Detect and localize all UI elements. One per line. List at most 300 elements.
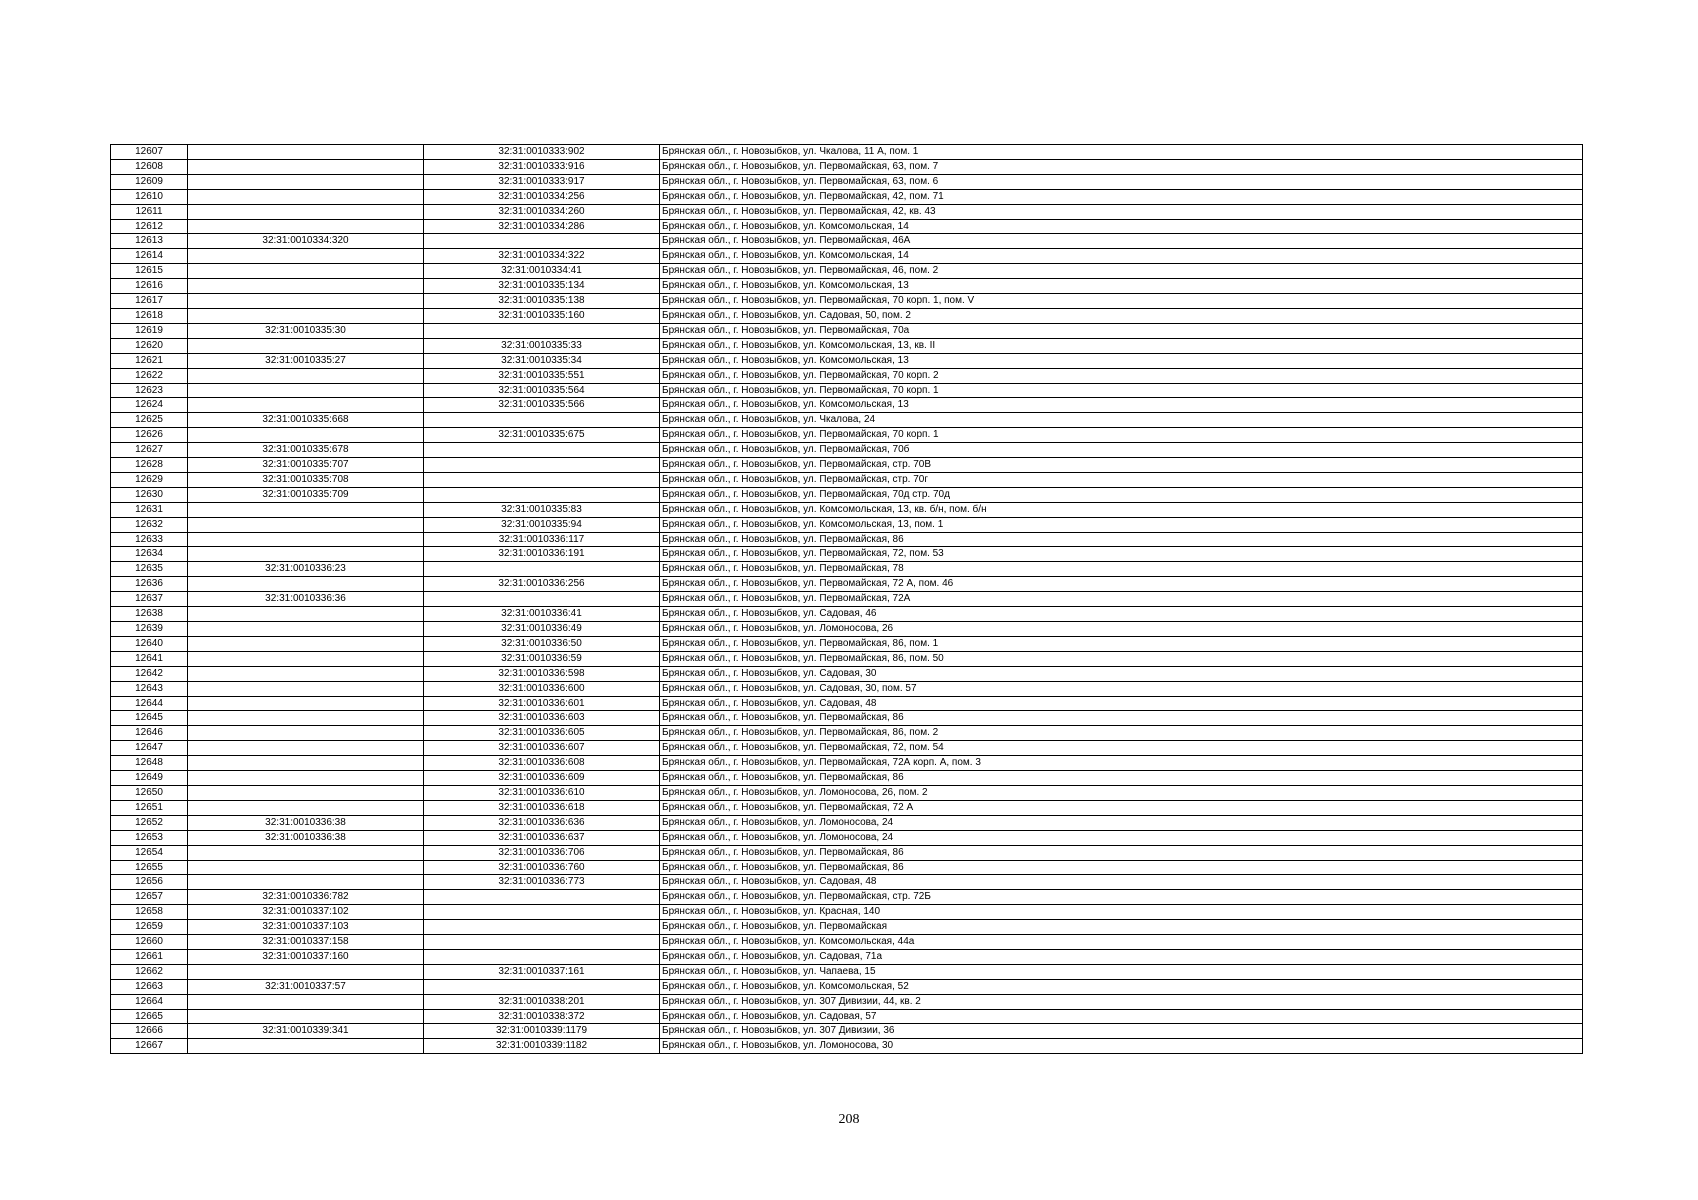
cadastral-number-cell <box>424 935 660 950</box>
parent-cadastral-number-cell <box>188 785 424 800</box>
row-number-cell: 12633 <box>111 532 188 547</box>
address-cell: Брянская обл., г. Новозыбков, ул. Первомайская, 72, пом. 53 <box>660 547 1583 562</box>
address-cell: Брянская обл., г. Новозыбков, ул. Первомайская, 70 корп. 2 <box>660 368 1583 383</box>
cadastral-number-cell: 32:31:0010334:41 <box>424 264 660 279</box>
cadastral-number-cell: 32:31:0010338:201 <box>424 994 660 1009</box>
row-number-cell: 12624 <box>111 398 188 413</box>
table-row <box>111 845 1583 860</box>
table-row <box>111 264 1583 279</box>
cadastral-number-cell: 32:31:0010336:607 <box>424 741 660 756</box>
parent-cadastral-number-cell <box>188 845 424 860</box>
row-number-cell: 12631 <box>111 502 188 517</box>
cadastral-number-cell: 32:31:0010336:117 <box>424 532 660 547</box>
parent-cadastral-number-cell <box>188 1009 424 1024</box>
parent-cadastral-number-cell: 32:31:0010335:709 <box>188 487 424 502</box>
cadastral-number-cell <box>424 443 660 458</box>
address-cell: Брянская обл., г. Новозыбков, ул. Садовая, 46 <box>660 607 1583 622</box>
address-cell: Брянская обл., г. Новозыбков, ул. Первомайская, 86 <box>660 845 1583 860</box>
row-number-cell: 12622 <box>111 368 188 383</box>
cadastral-number-cell: 32:31:0010336:605 <box>424 726 660 741</box>
cadastral-number-cell: 32:31:0010339:1182 <box>424 1039 660 1054</box>
cadastral-number-cell: 32:31:0010334:260 <box>424 204 660 219</box>
row-number-cell: 12654 <box>111 845 188 860</box>
address-cell: Брянская обл., г. Новозыбков, ул. Первомайская, 63, пом. 6 <box>660 174 1583 189</box>
address-cell: Брянская обл., г. Новозыбков, ул. Ломоносова, 24 <box>660 815 1583 830</box>
address-cell: Брянская обл., г. Новозыбков, ул. Первомайская, 86, пом. 2 <box>660 726 1583 741</box>
parent-cadastral-number-cell: 32:31:0010337:57 <box>188 979 424 994</box>
cadastral-number-cell: 32:31:0010334:322 <box>424 249 660 264</box>
parent-cadastral-number-cell: 32:31:0010337:158 <box>188 935 424 950</box>
row-number-cell: 12625 <box>111 413 188 428</box>
table-row <box>111 234 1583 249</box>
row-number-cell: 12628 <box>111 458 188 473</box>
address-cell: Брянская обл., г. Новозыбков, ул. Первомайская, 86 <box>660 711 1583 726</box>
row-number-cell: 12641 <box>111 651 188 666</box>
cadastral-number-cell: 32:31:0010339:1179 <box>424 1024 660 1039</box>
row-number-cell: 12632 <box>111 517 188 532</box>
address-cell: Брянская обл., г. Новозыбков, ул. Первомайская, 72 А, пом. 46 <box>660 577 1583 592</box>
parent-cadastral-number-cell <box>188 502 424 517</box>
cadastral-number-cell: 32:31:0010333:902 <box>424 145 660 160</box>
row-number-cell: 12627 <box>111 443 188 458</box>
parent-cadastral-number-cell <box>188 651 424 666</box>
address-cell: Брянская обл., г. Новозыбков, ул. Комсомольская, 14 <box>660 249 1583 264</box>
address-cell: Брянская обл., г. Новозыбков, ул. Садовая, 71а <box>660 949 1583 964</box>
parent-cadastral-number-cell <box>188 771 424 786</box>
address-cell: Брянская обл., г. Новозыбков, ул. Первомайская, 72А <box>660 592 1583 607</box>
row-number-cell: 12643 <box>111 681 188 696</box>
parent-cadastral-number-cell: 32:31:0010335:708 <box>188 472 424 487</box>
parent-cadastral-number-cell: 32:31:0010335:30 <box>188 323 424 338</box>
table-row <box>111 368 1583 383</box>
cadastral-number-cell: 32:31:0010336:49 <box>424 622 660 637</box>
parent-cadastral-number-cell: 32:31:0010336:38 <box>188 815 424 830</box>
address-cell: Брянская обл., г. Новозыбков, ул. Красная, 140 <box>660 905 1583 920</box>
row-number-cell: 12665 <box>111 1009 188 1024</box>
cadastral-number-cell: 32:31:0010336:637 <box>424 830 660 845</box>
table-row <box>111 308 1583 323</box>
parent-cadastral-number-cell <box>188 398 424 413</box>
parent-cadastral-number-cell <box>188 219 424 234</box>
row-number-cell: 12644 <box>111 696 188 711</box>
row-number-cell: 12637 <box>111 592 188 607</box>
parent-cadastral-number-cell <box>188 189 424 204</box>
row-number-cell: 12635 <box>111 562 188 577</box>
table-row <box>111 711 1583 726</box>
address-cell: Брянская обл., г. Новозыбков, ул. Комсомольская, 14 <box>660 219 1583 234</box>
table-row <box>111 726 1583 741</box>
table-row <box>111 338 1583 353</box>
cadastral-number-cell: 32:31:0010335:564 <box>424 383 660 398</box>
address-cell: Брянская обл., г. Новозыбков, ул. Первомайская, 86 <box>660 860 1583 875</box>
parent-cadastral-number-cell <box>188 756 424 771</box>
address-cell: Брянская обл., г. Новозыбков, ул. Первомайская, 86 <box>660 771 1583 786</box>
parent-cadastral-number-cell <box>188 696 424 711</box>
cadastral-number-cell <box>424 979 660 994</box>
table-row <box>111 532 1583 547</box>
row-number-cell: 12623 <box>111 383 188 398</box>
table-row <box>111 577 1583 592</box>
address-cell: Брянская обл., г. Новозыбков, ул. Первомайская, 46А <box>660 234 1583 249</box>
address-cell: Брянская обл., г. Новозыбков, ул. Садовая, 30 <box>660 666 1583 681</box>
parent-cadastral-number-cell <box>188 383 424 398</box>
row-number-cell: 12658 <box>111 905 188 920</box>
parent-cadastral-number-cell <box>188 264 424 279</box>
parent-cadastral-number-cell <box>188 1039 424 1054</box>
table-row <box>111 398 1583 413</box>
row-number-cell: 12610 <box>111 189 188 204</box>
cadastral-number-cell: 32:31:0010336:636 <box>424 815 660 830</box>
address-cell: Брянская обл., г. Новозыбков, ул. Первомайская, 86, пом. 1 <box>660 636 1583 651</box>
address-cell: Брянская обл., г. Новозыбков, ул. Садовая, 48 <box>660 696 1583 711</box>
address-cell: Брянская обл., г. Новозыбков, ул. Ломоносова, 26, пом. 2 <box>660 785 1583 800</box>
parent-cadastral-number-cell <box>188 622 424 637</box>
address-cell: Брянская обл., г. Новозыбков, ул. Ломоносова, 26 <box>660 622 1583 637</box>
table-row <box>111 815 1583 830</box>
address-cell: Брянская обл., г. Новозыбков, ул. Первомайская, 86, пом. 50 <box>660 651 1583 666</box>
table-row <box>111 785 1583 800</box>
parent-cadastral-number-cell <box>188 279 424 294</box>
parent-cadastral-number-cell <box>188 174 424 189</box>
parent-cadastral-number-cell <box>188 994 424 1009</box>
address-cell: Брянская обл., г. Новозыбков, ул. Комсомольская, 13, кв. б/н, пом. б/н <box>660 502 1583 517</box>
table-row <box>111 323 1583 338</box>
row-number-cell: 12655 <box>111 860 188 875</box>
row-number-cell: 12634 <box>111 547 188 562</box>
cadastral-number-cell: 32:31:0010336:600 <box>424 681 660 696</box>
address-cell: Брянская обл., г. Новозыбков, ул. Первомайская, 42, пом. 71 <box>660 189 1583 204</box>
row-number-cell: 12621 <box>111 353 188 368</box>
parent-cadastral-number-cell: 32:31:0010335:668 <box>188 413 424 428</box>
parent-cadastral-number-cell <box>188 875 424 890</box>
address-cell: Брянская обл., г. Новозыбков, ул. 307 Дивизии, 44, кв. 2 <box>660 994 1583 1009</box>
cadastral-number-cell: 32:31:0010335:34 <box>424 353 660 368</box>
parent-cadastral-number-cell <box>188 636 424 651</box>
address-cell: Брянская обл., г. Новозыбков, ул. Чкалова, 24 <box>660 413 1583 428</box>
row-number-cell: 12611 <box>111 204 188 219</box>
table-row <box>111 204 1583 219</box>
row-number-cell: 12651 <box>111 800 188 815</box>
row-number-cell: 12656 <box>111 875 188 890</box>
table-row <box>111 428 1583 443</box>
cadastral-number-cell: 32:31:0010336:598 <box>424 666 660 681</box>
table-row <box>111 681 1583 696</box>
parent-cadastral-number-cell: 32:31:0010339:341 <box>188 1024 424 1039</box>
row-number-cell: 12659 <box>111 920 188 935</box>
table-row <box>111 487 1583 502</box>
row-number-cell: 12630 <box>111 487 188 502</box>
cadastral-number-cell <box>424 487 660 502</box>
cadastral-number-cell: 32:31:0010335:675 <box>424 428 660 443</box>
cadastral-number-cell <box>424 234 660 249</box>
address-cell: Брянская обл., г. Новозыбков, ул. Комсомольская, 52 <box>660 979 1583 994</box>
row-number-cell: 12638 <box>111 607 188 622</box>
table-row <box>111 994 1583 1009</box>
cadastral-number-cell: 32:31:0010333:916 <box>424 159 660 174</box>
cadastral-number-cell <box>424 905 660 920</box>
table-row <box>111 1009 1583 1024</box>
parent-cadastral-number-cell: 32:31:0010336:23 <box>188 562 424 577</box>
table-row <box>111 935 1583 950</box>
table-row <box>111 159 1583 174</box>
row-number-cell: 12619 <box>111 323 188 338</box>
table-row <box>111 607 1583 622</box>
table-row <box>111 1024 1583 1039</box>
table-row <box>111 651 1583 666</box>
address-cell: Брянская обл., г. Новозыбков, ул. Чкалова, 11 А, пом. 1 <box>660 145 1583 160</box>
parent-cadastral-number-cell: 32:31:0010335:678 <box>188 443 424 458</box>
cadastral-number-cell: 32:31:0010338:372 <box>424 1009 660 1024</box>
address-cell: Брянская обл., г. Новозыбков, ул. Первомайская, 72А корп. А, пом. 3 <box>660 756 1583 771</box>
table-row <box>111 189 1583 204</box>
address-cell: Брянская обл., г. Новозыбков, ул. Первомайская, 70 корп. 1, пом. V <box>660 294 1583 309</box>
cadastral-number-cell <box>424 920 660 935</box>
cadastral-number-cell <box>424 323 660 338</box>
address-cell: Брянская обл., г. Новозыбков, ул. Ломоносова, 30 <box>660 1039 1583 1054</box>
row-number-cell: 12663 <box>111 979 188 994</box>
address-cell: Брянская обл., г. Новозыбков, ул. Первомайская, 46, пом. 2 <box>660 264 1583 279</box>
row-number-cell: 12608 <box>111 159 188 174</box>
table-row <box>111 353 1583 368</box>
row-number-cell: 12649 <box>111 771 188 786</box>
cadastral-number-cell: 32:31:0010335:138 <box>424 294 660 309</box>
address-cell: Брянская обл., г. Новозыбков, ул. Садовая, 50, пом. 2 <box>660 308 1583 323</box>
row-number-cell: 12648 <box>111 756 188 771</box>
cadastral-number-cell: 32:31:0010336:618 <box>424 800 660 815</box>
row-number-cell: 12660 <box>111 935 188 950</box>
address-cell: Брянская обл., г. Новозыбков, ул. 307 Дивизии, 36 <box>660 1024 1583 1039</box>
address-cell: Брянская обл., г. Новозыбков, ул. Первомайская, 70д стр. 70д <box>660 487 1583 502</box>
parent-cadastral-number-cell <box>188 681 424 696</box>
cadastral-number-cell <box>424 472 660 487</box>
parent-cadastral-number-cell <box>188 368 424 383</box>
cadastral-number-cell: 32:31:0010336:601 <box>424 696 660 711</box>
row-number-cell: 12650 <box>111 785 188 800</box>
row-number-cell: 12607 <box>111 145 188 160</box>
address-cell: Брянская обл., г. Новозыбков, ул. Первомайская, стр. 72Б <box>660 890 1583 905</box>
row-number-cell: 12666 <box>111 1024 188 1039</box>
cadastral-number-cell <box>424 890 660 905</box>
parent-cadastral-number-cell: 32:31:0010335:27 <box>188 353 424 368</box>
parent-cadastral-number-cell <box>188 517 424 532</box>
row-number-cell: 12618 <box>111 308 188 323</box>
address-cell: Брянская обл., г. Новозыбков, ул. Комсомольская, 13 <box>660 398 1583 413</box>
cadastral-number-cell: 32:31:0010336:609 <box>424 771 660 786</box>
row-number-cell: 12647 <box>111 741 188 756</box>
parent-cadastral-number-cell <box>188 711 424 726</box>
parent-cadastral-number-cell: 32:31:0010337:102 <box>188 905 424 920</box>
cadastral-number-cell <box>424 949 660 964</box>
cadastral-number-cell: 32:31:0010335:33 <box>424 338 660 353</box>
table-row <box>111 413 1583 428</box>
parent-cadastral-number-cell <box>188 726 424 741</box>
cadastral-number-cell: 32:31:0010336:610 <box>424 785 660 800</box>
parent-cadastral-number-cell <box>188 308 424 323</box>
address-cell: Брянская обл., г. Новозыбков, ул. Комсомольская, 13, пом. 1 <box>660 517 1583 532</box>
cadastral-number-cell: 32:31:0010333:917 <box>424 174 660 189</box>
cadastral-number-cell: 32:31:0010336:191 <box>424 547 660 562</box>
cadastral-number-cell: 32:31:0010335:134 <box>424 279 660 294</box>
cadastral-number-cell: 32:31:0010335:94 <box>424 517 660 532</box>
address-cell: Брянская обл., г. Новозыбков, ул. Первомайская, 72, пом. 54 <box>660 741 1583 756</box>
address-cell: Брянская обл., г. Новозыбков, ул. Первомайская, стр. 70г <box>660 472 1583 487</box>
table-row <box>111 458 1583 473</box>
address-cell: Брянская обл., г. Новозыбков, ул. Комсомольская, 44а <box>660 935 1583 950</box>
address-cell: Брянская обл., г. Новозыбков, ул. Первомайская, 42, кв. 43 <box>660 204 1583 219</box>
parent-cadastral-number-cell <box>188 547 424 562</box>
address-cell: Брянская обл., г. Новозыбков, ул. Комсомольская, 13 <box>660 279 1583 294</box>
table-row <box>111 383 1583 398</box>
table-row <box>111 696 1583 711</box>
parent-cadastral-number-cell: 32:31:0010335:707 <box>188 458 424 473</box>
cadastral-number-cell: 32:31:0010336:603 <box>424 711 660 726</box>
cadastral-number-cell: 32:31:0010335:551 <box>424 368 660 383</box>
cadastral-number-cell: 32:31:0010335:83 <box>424 502 660 517</box>
parent-cadastral-number-cell <box>188 145 424 160</box>
row-number-cell: 12662 <box>111 964 188 979</box>
row-number-cell: 12620 <box>111 338 188 353</box>
row-number-cell: 12639 <box>111 622 188 637</box>
row-number-cell: 12657 <box>111 890 188 905</box>
address-cell: Брянская обл., г. Новозыбков, ул. Первомайская, 63, пом. 7 <box>660 159 1583 174</box>
row-number-cell: 12613 <box>111 234 188 249</box>
table-row <box>111 920 1583 935</box>
address-cell: Брянская обл., г. Новозыбков, ул. Комсомольская, 13 <box>660 353 1583 368</box>
row-number-cell: 12629 <box>111 472 188 487</box>
table-row <box>111 666 1583 681</box>
table-row <box>111 517 1583 532</box>
table-row <box>111 562 1583 577</box>
parent-cadastral-number-cell <box>188 532 424 547</box>
parent-cadastral-number-cell <box>188 800 424 815</box>
table-row <box>111 472 1583 487</box>
table-row <box>111 636 1583 651</box>
table-row <box>111 443 1583 458</box>
row-number-cell: 12642 <box>111 666 188 681</box>
table-row <box>111 756 1583 771</box>
cadastral-number-cell: 32:31:0010336:706 <box>424 845 660 860</box>
row-number-cell: 12615 <box>111 264 188 279</box>
parent-cadastral-number-cell: 32:31:0010337:103 <box>188 920 424 935</box>
row-number-cell: 12636 <box>111 577 188 592</box>
parent-cadastral-number-cell <box>188 338 424 353</box>
page-number: 208 <box>838 1112 860 1127</box>
address-cell: Брянская обл., г. Новозыбков, ул. Первомайская, 70 корп. 1 <box>660 428 1583 443</box>
cadastral-number-cell: 32:31:0010336:59 <box>424 651 660 666</box>
address-cell: Брянская обл., г. Новозыбков, ул. Первомайская, стр. 70В <box>660 458 1583 473</box>
cadastral-number-cell: 32:31:0010336:608 <box>424 756 660 771</box>
table-row <box>111 249 1583 264</box>
table-row <box>111 979 1583 994</box>
address-cell: Брянская обл., г. Новозыбков, ул. Первомайская, 72 А <box>660 800 1583 815</box>
row-number-cell: 12614 <box>111 249 188 264</box>
table-row <box>111 622 1583 637</box>
cadastral-number-cell: 32:31:0010334:286 <box>424 219 660 234</box>
registry-table-body <box>111 145 1583 1054</box>
table-row <box>111 547 1583 562</box>
address-cell: Брянская обл., г. Новозыбков, ул. Садовая, 57 <box>660 1009 1583 1024</box>
address-cell: Брянская обл., г. Новозыбков, ул. Ломоносова, 24 <box>660 830 1583 845</box>
row-number-cell: 12652 <box>111 815 188 830</box>
cadastral-number-cell: 32:31:0010335:566 <box>424 398 660 413</box>
table-row <box>111 1039 1583 1054</box>
address-cell: Брянская обл., г. Новозыбков, ул. Садовая, 30, пом. 57 <box>660 681 1583 696</box>
row-number-cell: 12640 <box>111 636 188 651</box>
registry-table <box>110 144 1583 1054</box>
address-cell: Брянская обл., г. Новозыбков, ул. Первомайская, 70б <box>660 443 1583 458</box>
row-number-cell: 12653 <box>111 830 188 845</box>
cadastral-number-cell <box>424 413 660 428</box>
cadastral-number-cell <box>424 458 660 473</box>
parent-cadastral-number-cell <box>188 741 424 756</box>
cadastral-number-cell: 32:31:0010334:256 <box>424 189 660 204</box>
parent-cadastral-number-cell <box>188 159 424 174</box>
cadastral-number-cell <box>424 592 660 607</box>
address-cell: Брянская обл., г. Новозыбков, ул. Садовая, 48 <box>660 875 1583 890</box>
table-row <box>111 890 1583 905</box>
cadastral-number-cell: 32:31:0010337:161 <box>424 964 660 979</box>
table-row <box>111 294 1583 309</box>
parent-cadastral-number-cell: 32:31:0010334:320 <box>188 234 424 249</box>
table-row <box>111 145 1583 160</box>
parent-cadastral-number-cell <box>188 860 424 875</box>
row-number-cell: 12646 <box>111 726 188 741</box>
row-number-cell: 12661 <box>111 949 188 964</box>
parent-cadastral-number-cell <box>188 577 424 592</box>
table-row <box>111 949 1583 964</box>
table-row <box>111 964 1583 979</box>
parent-cadastral-number-cell <box>188 428 424 443</box>
cadastral-number-cell: 32:31:0010336:256 <box>424 577 660 592</box>
cadastral-number-cell: 32:31:0010336:773 <box>424 875 660 890</box>
table-row <box>111 279 1583 294</box>
cadastral-number-cell: 32:31:0010336:41 <box>424 607 660 622</box>
parent-cadastral-number-cell <box>188 964 424 979</box>
parent-cadastral-number-cell: 32:31:0010336:38 <box>188 830 424 845</box>
row-number-cell: 12645 <box>111 711 188 726</box>
address-cell: Брянская обл., г. Новозыбков, ул. Первомайская, 78 <box>660 562 1583 577</box>
address-cell: Брянская обл., г. Новозыбков, ул. Первомайская, 70 корп. 1 <box>660 383 1583 398</box>
address-cell: Брянская обл., г. Новозыбков, ул. Комсомольская, 13, кв. II <box>660 338 1583 353</box>
row-number-cell: 12626 <box>111 428 188 443</box>
address-cell: Брянская обл., г. Новозыбков, ул. Чапаева, 15 <box>660 964 1583 979</box>
parent-cadastral-number-cell <box>188 666 424 681</box>
parent-cadastral-number-cell <box>188 294 424 309</box>
table-row <box>111 741 1583 756</box>
cadastral-number-cell: 32:31:0010335:160 <box>424 308 660 323</box>
parent-cadastral-number-cell: 32:31:0010336:36 <box>188 592 424 607</box>
table-row <box>111 875 1583 890</box>
table-row <box>111 502 1583 517</box>
table-row <box>111 771 1583 786</box>
row-number-cell: 12616 <box>111 279 188 294</box>
cadastral-number-cell: 32:31:0010336:50 <box>424 636 660 651</box>
parent-cadastral-number-cell: 32:31:0010337:160 <box>188 949 424 964</box>
cadastral-number-cell <box>424 562 660 577</box>
row-number-cell: 12609 <box>111 174 188 189</box>
table-row <box>111 174 1583 189</box>
parent-cadastral-number-cell: 32:31:0010336:782 <box>188 890 424 905</box>
table-row <box>111 830 1583 845</box>
row-number-cell: 12667 <box>111 1039 188 1054</box>
parent-cadastral-number-cell <box>188 607 424 622</box>
table-row <box>111 860 1583 875</box>
table-row <box>111 905 1583 920</box>
row-number-cell: 12617 <box>111 294 188 309</box>
row-number-cell: 12664 <box>111 994 188 1009</box>
row-number-cell: 12612 <box>111 219 188 234</box>
table-row <box>111 219 1583 234</box>
